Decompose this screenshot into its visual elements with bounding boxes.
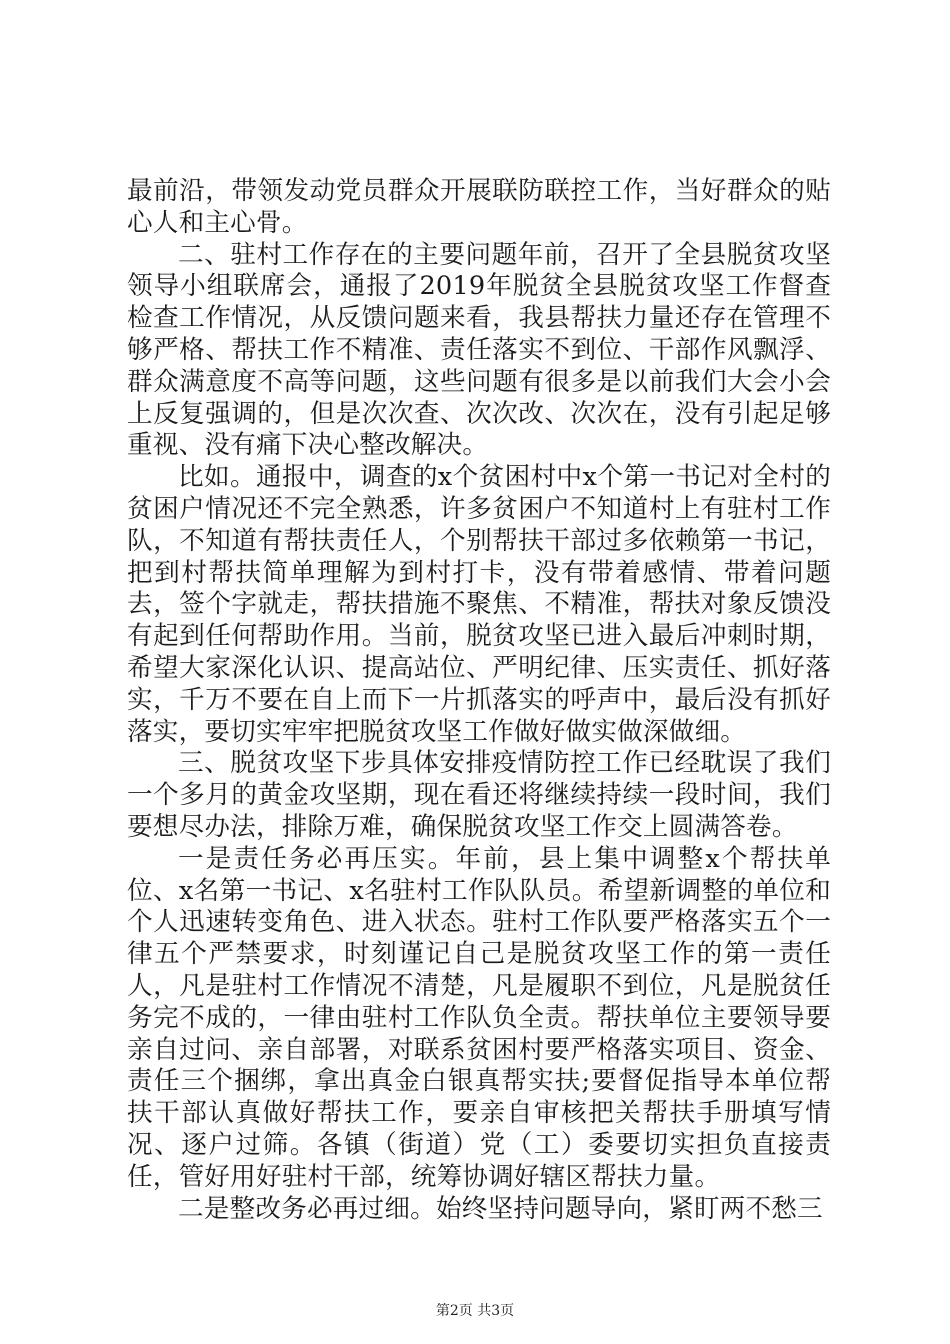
paragraph-4: 三、脱贫攻坚下步具体安排疫情防控工作已经耽误了我们一个多月的黄金攻坚期，现在看还将继续持续一段时间，我们要想尽办法，排除万难，确保脱贫攻坚工作交上圆满答卷。 (127, 748, 831, 842)
page-footer: 第2页 共3页 (435, 1303, 515, 1319)
paragraph-3: 比如。通报中，调查的x个贫困村中x个第一书记对全村的贫困户情况还不完全熟悉，许多贫困户不知道村上有驻村工作队，不知道有帮扶责任人，个别帮扶干部过多依赖第一书记，把到村帮扶简单理解为到村打卡，没有带着感情、带着问题去，签个字就走，帮扶措施不聚焦、不精准，帮扶对象反馈没有起到任何帮助作用。当前，脱贫攻坚已进入最后冲刺时期，希望大家深化认识、提高站位、严明纪律、压实责任、抓好落实，千万不要在自上而下一片抓落实的呼声中，最后没有抓好落实，要切实牢牢把脱贫攻坚工作做好做实做深做细。 (127, 462, 831, 747)
paragraph-5: 一是责任务必再压实。年前，县上集中调整x个帮扶单位、x名第一书记、x名驻村工作队队员。希望新调整的单位和个人迅速转变角色、进入状态。驻村工作队要严格落实五个一律五个严禁要求，时刻谨记自己是脱贫攻坚工作的第一责任人，凡是驻村工作情况不清楚，凡是履职不到位，凡是脱贫任务完不成的，一律由驻村工作队负全责。帮扶单位主要领导要亲自过问、亲自部署，对联系贫困村要严格落实项目、资金、责任三个捆绑，拿出真金白银真帮实扶;要督促指导本单位帮扶干部认真做好帮扶工作，要亲自审核把关帮扶手册填写情况、逐户过筛。各镇（街道）党（工）委要切实担负直接责任，管好用好驻村干部，统筹协调好辖区帮扶力量。 (127, 843, 831, 1192)
paragraph-1: 最前沿，带领发动党员群众开展联防联控工作，当好群众的贴心人和主心骨。 (127, 176, 831, 238)
paragraph-2: 二、驻村工作存在的主要问题年前，召开了全县脱贫攻坚领导小组联席会，通报了2019年脱贫全县脱贫攻坚工作督查检查工作情况，从反馈问题来看，我县帮扶力量还存在管理不够严格、帮扶工作不精准、责任落实不到位、干部作风飘浮、群众满意度不高等问题，这些问题有很多是以前我们大会小会上反复强调的，但是次次查、次次改、次次在，没有引起足够重视、没有痛下决心整改解决。 (127, 239, 831, 461)
paragraph-6: 二是整改务必再过细。始终坚持问题导向，紧盯两不愁三 (178, 1193, 823, 1224)
document-body (127, 176, 831, 1225)
